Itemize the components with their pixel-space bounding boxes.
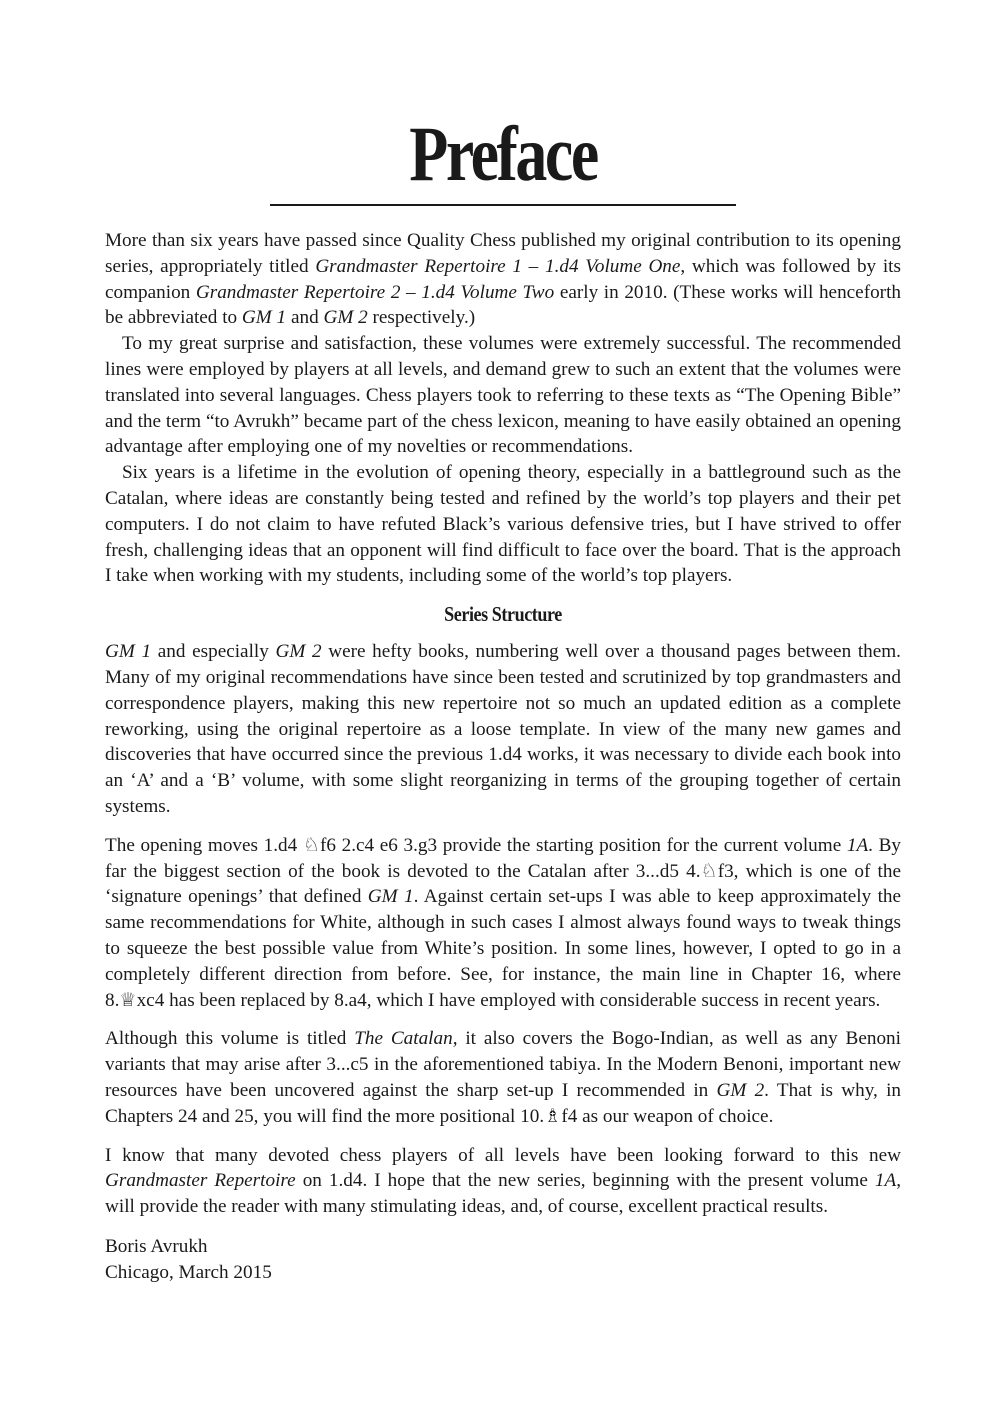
volume-ref: 1A [846, 834, 869, 856]
text: , will provide the reader with many stimulating ideas, and, of course, excellent practical results. [105, 1170, 901, 1218]
paragraph-2: To my great surprise and satisfaction, these volumes were extremely successful. The recommended lines were employed by players at all levels, and demand grew to such an extent that the volumes were translated into several languages. Chess players took to referring to these texts as “The Opening Bible” and the term “to Avrukh” became part of the chess lexicon, meaning to have easily obtained an opening advantage after employing one of my novelties or recommendations. [105, 333, 901, 458]
text: . Against certain set-ups I was able to keep approximately the same recommendations for White, although in such cases I almost always found ways to tweak things to squeeze the best possible value from White’s position. In some lines, however, I opted to go in a completely different direction from before. See, for instance, the main line in Chapter 16, where 8.♕xc4 has been replaced by 8.a4, which I have employed with considerable success in recent years. [105, 886, 902, 1011]
text: Although this volume is titled [105, 1028, 355, 1050]
book-title: Grandmaster Repertoire 2 – 1.d4 Volume Two [195, 281, 555, 303]
text: , which was followed by its companion [105, 255, 901, 303]
paragraph-7 [105, 1143, 901, 1220]
text: and especially [151, 641, 276, 663]
text: early in 2010. (These works will henceforth be abbreviated to [105, 281, 901, 329]
paragraph-6 [105, 1026, 901, 1129]
paragraph-5 [105, 833, 901, 1014]
text: . By far the biggest section of the book is devoted to the Catalan after 3...d5 4.♘f3, which is one of the ‘signature openings’ that defined [105, 834, 901, 908]
section-heading: Series Structure [444, 602, 562, 627]
title-underline [270, 204, 736, 206]
book-abbrev: GM 2 [275, 641, 322, 663]
text: The opening moves 1.d4 ♘f6 2.c4 e6 3.g3 provide the starting position for the current volume [105, 834, 847, 856]
signature-block [105, 1234, 901, 1286]
text: were hefty books, numbering well over a thousand pages between them. Many of my original recommendations have since been tested and scrutinized by top grandmasters and correspondence players, making this new repertoire not so much an updated edition as a complete reworking, using the original repertoire as a loose template. In view of the many new games and discoveries that have occurred since the previous 1.d4 works, it was necessary to divide each book into an ‘A’ and a ‘B’ volume, with some slight reorganizing in terms of the grouping together of certain systems. [105, 641, 901, 817]
author-name: Boris Avrukh [105, 1235, 208, 1257]
text: on 1.d4. I hope that the new series, beginning with the present volume [295, 1170, 875, 1192]
text: respectively.) [367, 307, 476, 329]
book-title: The Catalan [354, 1028, 453, 1050]
place-date: Chicago, March 2015 [105, 1261, 272, 1283]
paragraph-4 [105, 639, 901, 820]
volume-ref: 1A [874, 1170, 897, 1192]
book-abbrev: GM 1 [105, 641, 152, 663]
book-abbrev: GM 2 [323, 307, 368, 329]
page [105, 110, 901, 1285]
body-text [105, 228, 901, 1220]
series-title: Grandmaster Repertoire [105, 1170, 296, 1192]
book-abbrev: GM 1 [367, 886, 414, 908]
page-title: Preface [409, 110, 597, 197]
text: , it also covers the Bogo-Indian, as well as any Benoni variants that may arise after 3...c5 in the aforementioned tabiya. In the Modern Benoni, important new resources have been uncovered against the sharp set-up I recommended in [105, 1028, 901, 1101]
paragraph-1 [105, 228, 901, 331]
book-abbrev: GM 1 [241, 307, 287, 329]
text: I know that many devoted chess players of all levels have been looking forward to this new [105, 1144, 901, 1166]
book-abbrev: GM 2 [716, 1079, 765, 1101]
text: More than six years have passed since Quality Chess published my original contribution to its opening series, appropriately titled [105, 230, 901, 277]
text: and [286, 307, 324, 329]
book-title: Grandmaster Repertoire 1 – 1.d4 Volume One [315, 255, 681, 277]
text: . That is why, in Chapters 24 and 25, you will find the more positional 10.♗f4 as our weapon of choice. [105, 1079, 901, 1127]
paragraph-3: Six years is a lifetime in the evolution of opening theory, especially in a battleground such as the Catalan, where ideas are constantly being tested and refined by the world’s top players and their pet computers. I do not claim to have refuted Black’s various defensive tries, but I have strived to offer fresh, challenging ideas that an opponent will find difficult to face over the board. That is the approach I take when working with my students, including some of the world’s top players. [105, 462, 901, 587]
